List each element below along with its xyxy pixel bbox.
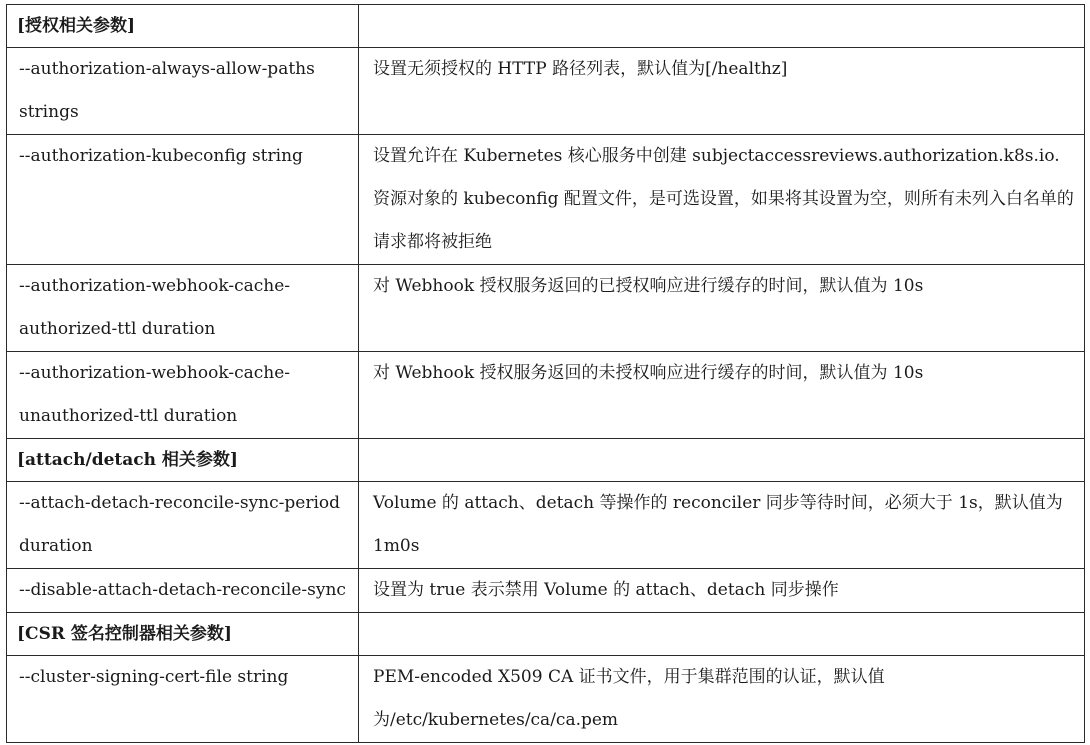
param-name: --attach-detach-reconcile-sync-period duration <box>7 482 359 569</box>
section-label: [attach/detach 相关参数] <box>7 439 359 482</box>
table-row <box>7 265 1085 352</box>
param-description: 设置为 true 表示禁用 Volume 的 attach、detach 同步操作 <box>359 569 1085 613</box>
table-row <box>7 482 1085 569</box>
empty-cell <box>359 613 1085 656</box>
section-row-attach-detach <box>7 439 1085 482</box>
param-name: --authorization-always-allow-paths strings <box>7 48 359 135</box>
param-name: --authorization-webhook-cache-unauthorized-ttl duration <box>7 352 359 439</box>
empty-cell <box>359 439 1085 482</box>
param-name: --authorization-kubeconfig string <box>7 135 359 265</box>
table-row <box>7 48 1085 135</box>
section-label: [授权相关参数] <box>7 5 359 48</box>
param-description: Volume 的 attach、detach 等操作的 reconciler 同步等待时间，必须大于 1s，默认值为 1m0s <box>359 482 1085 569</box>
param-name: --cluster-signing-cert-file string <box>7 656 359 743</box>
param-description: PEM-encoded X509 CA 证书文件，用于集群范围的认证，默认值为/etc/kubernetes/ca/ca.pem <box>359 656 1085 743</box>
param-name: --authorization-webhook-cache-authorized-ttl duration <box>7 265 359 352</box>
section-row-authorization <box>7 5 1085 48</box>
param-name: --disable-attach-detach-reconcile-sync <box>7 569 359 613</box>
section-row-csr-signing <box>7 613 1085 656</box>
parameter-table <box>6 4 1085 743</box>
table-row <box>7 656 1085 743</box>
empty-cell <box>359 5 1085 48</box>
table-row <box>7 569 1085 613</box>
param-description: 设置无须授权的 HTTP 路径列表，默认值为[/healthz] <box>359 48 1085 135</box>
section-label: [CSR 签名控制器相关参数] <box>7 613 359 656</box>
param-description: 对 Webhook 授权服务返回的已授权响应进行缓存的时间，默认值为 10s <box>359 265 1085 352</box>
table-row <box>7 352 1085 439</box>
param-description: 对 Webhook 授权服务返回的未授权响应进行缓存的时间，默认值为 10s <box>359 352 1085 439</box>
table-row <box>7 135 1085 265</box>
param-description: 设置允许在 Kubernetes 核心服务中创建 subjectaccessreviews.authorization.k8s.io.资源对象的 kubeconfig 配置文件，是可选设置，如果将其设置为空，则所有未列入白名单的请求都将被拒绝 <box>359 135 1085 265</box>
